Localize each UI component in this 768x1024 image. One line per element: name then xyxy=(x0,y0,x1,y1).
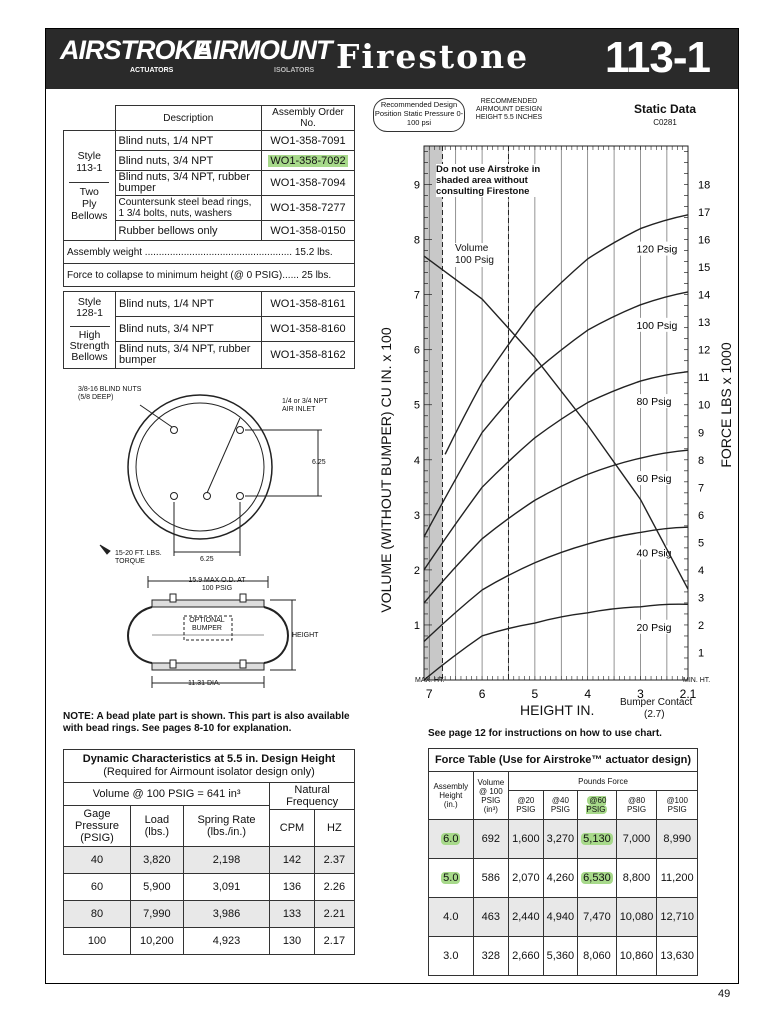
volume-line: Volume @ 100 PSIG = 641 in³ xyxy=(64,783,270,806)
dia-callout: 11.31 DIA. xyxy=(188,680,221,687)
table-row: 5.0 586 2,070 4,260 6,530 8,800 11,200 xyxy=(429,859,698,898)
natural-frequency-header: Natural Frequency xyxy=(270,783,355,810)
header-psig-80: @80 PSIG xyxy=(616,791,657,820)
series-label: 60 Psig xyxy=(636,473,672,486)
dynamic-characteristics-table xyxy=(63,749,355,955)
x-axis-label: HEIGHT IN. xyxy=(520,702,595,718)
y-axis-right-label: FORCE LBS x 1000 xyxy=(718,342,734,468)
header-psig-40: @40 PSIG xyxy=(543,791,578,820)
table-row: 6.0 692 1,600 3,270 5,130 7,000 8,990 xyxy=(429,820,698,859)
static-data-chart xyxy=(370,140,730,730)
y-axis-left-label: VOLUME (WITHOUT BUMPER) CU IN. x 100 xyxy=(378,327,394,613)
right-tick-label: 4 xyxy=(698,564,705,577)
air-inlet-callout: 1/4 or 3/4 NPT AIR INLET xyxy=(282,398,328,413)
torque-callout: 15-20 FT. LBS. TORQUE xyxy=(115,550,162,565)
x-tick-label: 6 xyxy=(478,687,486,701)
header-load: Load (lbs.) xyxy=(131,806,184,847)
left-tick-label: 2 xyxy=(413,564,420,577)
row-desc: Rubber bellows only xyxy=(115,221,262,241)
row-order-highlighted: WO1-358-7092 xyxy=(270,154,346,167)
left-tick-label: 6 xyxy=(413,344,420,357)
left-tick-label: 4 xyxy=(413,454,420,467)
header-volume: Volume @ 100 PSIG (in³) xyxy=(473,772,509,820)
series-label: 40 Psig xyxy=(636,547,672,560)
right-tick-label: 11 xyxy=(698,372,710,385)
row-order: WO1-358-7091 xyxy=(262,131,355,151)
dim-vertical-625: 6.25 xyxy=(312,459,326,466)
order-table-128 xyxy=(63,291,355,369)
x-tick-label: 4 xyxy=(584,687,592,701)
header-psig-20: @20 PSIG xyxy=(509,791,544,820)
header-psig-60: @60 PSIG xyxy=(586,796,607,814)
static-data-title: Static Data xyxy=(633,102,697,116)
right-tick-label: 1 xyxy=(698,647,705,660)
series-line xyxy=(424,604,688,680)
col-order-no: Assembly Order No. xyxy=(262,106,355,131)
left-tick-label: 8 xyxy=(413,234,420,247)
height-callout: HEIGHT xyxy=(292,632,319,639)
row-desc: Blind nuts, 3/4 NPT xyxy=(116,317,262,342)
x-tick-label: 2.1 xyxy=(679,687,697,701)
right-tick-label: 3 xyxy=(698,592,705,605)
bumper-contact-value: (2.7) xyxy=(644,709,665,720)
row-order: WO1-358-8162 xyxy=(262,342,355,369)
series-label: 80 Psig xyxy=(636,396,672,409)
volume-series-label: Volume 100 Psig xyxy=(455,243,494,266)
col-description: Description xyxy=(115,106,262,131)
header-banner xyxy=(46,29,738,89)
right-tick-label: 5 xyxy=(698,537,705,550)
table-row: 60 5,900 3,091 136 2.26 xyxy=(64,874,355,901)
right-tick-label: 9 xyxy=(698,427,705,440)
left-tick-label: 5 xyxy=(413,399,420,412)
dynamic-subtitle: (Required for Airmount isolator design only) xyxy=(103,766,315,778)
x-tick-label: 5 xyxy=(531,687,539,701)
header-pounds-force: Pounds Force xyxy=(509,772,698,791)
style-128-label: Style 128-1 High Strength Bellows xyxy=(64,292,116,369)
header-spring: Spring Rate (lbs./in.) xyxy=(183,806,270,847)
right-tick-label: 8 xyxy=(698,454,705,467)
page-number: 49 xyxy=(718,988,731,1000)
see-page-note: See page 12 for instructions on how to use chart. xyxy=(428,728,662,739)
min-ht-label: MIN. HT. xyxy=(683,677,711,684)
right-tick-label: 14 xyxy=(698,289,711,302)
force-table-title: Force Table (Use for Airstroke™ actuator design) xyxy=(429,749,698,772)
static-data-code: C0281 xyxy=(653,118,677,127)
row-desc: Blind nuts, 1/4 NPT xyxy=(115,131,262,151)
header-cpm: CPM xyxy=(270,810,314,847)
right-tick-label: 15 xyxy=(698,262,711,275)
bumper-contact-label: Bumper Contact xyxy=(620,697,693,708)
shaded-area-warning: Do not use Airstroke in shaded area without consulting Firestone xyxy=(436,164,546,197)
dynamic-title: Dynamic Characteristics at 5.5 in. Design Height xyxy=(82,753,336,765)
header-assembly-height: Assembly Height (in.) xyxy=(429,772,474,820)
table-row: 100 10,200 4,923 130 2.17 xyxy=(64,928,355,955)
assembly-weight: Assembly weight ..................................................... 15.2 lbs. xyxy=(64,241,355,264)
series-label: 20 Psig xyxy=(636,621,672,634)
left-tick-label: 3 xyxy=(413,509,420,522)
row-desc: Blind nuts, 1/4 NPT xyxy=(116,292,262,317)
table-row: 3.0 328 2,660 5,360 8,060 10,860 13,630 xyxy=(429,937,698,976)
table-row: 40 3,820 2,198 142 2.37 xyxy=(64,847,355,874)
right-tick-label: 16 xyxy=(698,234,711,247)
recommended-airmount-label: RECOMMENDED AIRMOUNT DESIGN HEIGHT 5.5 INCHES xyxy=(475,98,543,121)
right-tick-label: 12 xyxy=(698,344,711,357)
header-psig-100: @100 PSIG xyxy=(657,791,698,820)
left-tick-label: 9 xyxy=(413,179,420,192)
row-desc: Blind nuts, 3/4 NPT xyxy=(115,151,262,171)
right-tick-label: 13 xyxy=(698,317,711,330)
right-tick-label: 7 xyxy=(698,482,705,495)
left-tick-label: 1 xyxy=(413,619,420,632)
right-tick-label: 6 xyxy=(698,509,705,522)
row-order: WO1-358-8160 xyxy=(262,317,355,342)
left-tick-label: 7 xyxy=(413,289,420,302)
max-ht-label: MAX. HT. xyxy=(415,677,445,684)
airmount-logo: AIRMOUNT ISOLATORS xyxy=(194,35,332,74)
style-113-label: Style 113-1 Two Ply Bellows xyxy=(64,131,116,241)
series-label: 100 Psig xyxy=(636,319,678,332)
table-row: 4.0 463 2,440 4,940 7,470 10,080 12,710 xyxy=(429,898,698,937)
technical-drawing xyxy=(60,380,360,690)
right-tick-label: 18 xyxy=(698,179,711,192)
series-label: 120 Psig xyxy=(636,243,678,256)
x-tick-label: 7 xyxy=(425,687,433,701)
dim-horizontal-625: 6.25 xyxy=(200,556,214,563)
optional-bumper-callout: OPTIONAL BUMPER xyxy=(189,617,225,632)
row-order: WO1-358-0150 xyxy=(262,221,355,241)
row-desc: Countersunk steel bead rings, 1 3/4 bolts, nuts, washers xyxy=(115,196,262,221)
row-desc: Blind nuts, 3/4 NPT, rubber bumper xyxy=(115,171,262,196)
row-order: WO1-358-8161 xyxy=(262,292,355,317)
row-desc: Blind nuts, 3/4 NPT, rubber bumper xyxy=(116,342,262,369)
order-table xyxy=(63,105,355,287)
right-tick-label: 10 xyxy=(698,399,711,412)
force-table xyxy=(428,748,698,976)
force-collapse: Force to collapse to minimum height (@ 0 PSIG)...... 25 lbs. xyxy=(64,264,355,287)
row-order: WO1-358-7277 xyxy=(262,196,355,221)
firestone-logo: Firestone xyxy=(336,37,530,76)
model-number: 113-1 xyxy=(604,33,710,82)
blind-nuts-callout: 3/8-16 BLIND NUTS (5/8 DEEP) xyxy=(78,386,142,401)
airstroke-logo: AIRSTROKE ACTUATORS xyxy=(60,35,211,74)
bead-plate-note: NOTE: A bead plate part is shown. This part is also available with bead rings. See pages 8-10 for explanation. xyxy=(63,711,350,734)
x-tick-label: 3 xyxy=(637,687,644,701)
row-order: WO1-358-7094 xyxy=(262,171,355,196)
max-od-callout: 15.9 MAX O.D. AT 100 PSIG xyxy=(188,577,246,592)
right-tick-label: 17 xyxy=(698,207,711,220)
header-hz: HZ xyxy=(314,810,354,847)
right-tick-label: 2 xyxy=(698,619,705,632)
header-gage: Gage Pressure (PSIG) xyxy=(64,806,131,847)
table-row: 80 7,990 3,986 133 2.21 xyxy=(64,901,355,928)
recommended-design-bubble: Recommended Design Position Static Pressure 0-100 psi xyxy=(373,98,465,132)
